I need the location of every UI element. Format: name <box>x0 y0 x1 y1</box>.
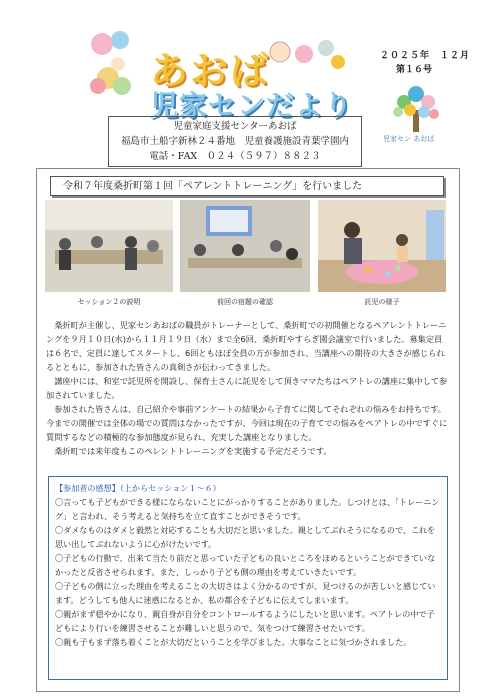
impression-item: 〇子どもの側に立った理由を考えることの大切さはよく分かるのですが、見つけるのが苦しいと感じています。どうしても他人に迷惑になるとか、私の都合を子どもに伝えてしまいます。 <box>55 581 436 605</box>
participant-impressions-box <box>48 476 448 680</box>
photo-caption-session: セッション２の説明 <box>77 298 141 306</box>
childcare-photo <box>318 200 446 292</box>
issue-number: 第１６号 <box>396 65 433 75</box>
children-drawing-illustration <box>268 36 348 76</box>
article-paragraph: 参加された皆さんは、自己紹介や事前アンケートの結果から子育てに関してそれぞれの悩みをお持ちです。今までの開催では全体の場での質問はなかったですが、今回は現在の子育てでの悩みをペアトレの中ですぐに質問するなどの積極的な参加態度が見られ、充実した講座となりました。 <box>46 404 448 442</box>
center-address: 福島市土船字新林２４番地 児童養護施設青葉学園内 <box>120 136 349 147</box>
session-photo <box>45 200 173 292</box>
photo-caption-childcare: 託児の様子 <box>364 298 400 306</box>
article-paragraph: 桑折町が主催し、児家センあおばの職員がトレーナーとして、桑折町での初開催となるペアレントトレーニングを９月１０日(水)から１１月１９日（水）まで全6回、桑折町やすらぎ園会議室で行いました。募集定員は６名で、定員に達してスタートし、6回ともほぼ全員の方が参加され、当講座への期待の大きさが感じられるとともに、参加された皆さんの真剣さが伝わってきました。 <box>46 320 447 372</box>
impression-item: 〇親も子もまず落ち着くことが大切だということを学びました。大事なことに気づかされました。 <box>55 637 412 647</box>
newsletter-title: あおば <box>150 49 271 93</box>
homework-review-photo <box>180 200 310 292</box>
logo-caption: 児家セン あおば <box>383 135 435 143</box>
photo-caption-homework: 前回の宿題の確認 <box>217 298 273 306</box>
issue-date: ２０２５年 １２月 <box>380 51 471 61</box>
impression-item: 〇親がまず穏やかになり、親自身が自分をコントロールするようにしたいと思います。ペアトレの中で子どもにより行いを練習させることが難しいと思うので、気をつけて練習させたいです。 <box>55 609 435 633</box>
newsletter-subtitle: 児家センだより <box>150 89 354 122</box>
article-body <box>46 318 450 458</box>
article-paragraph: 講座中には、和室で託児所を開設し、保育士さんに託児をして頂きママたちはペアトレの講座に集中して参加されていました。 <box>46 376 448 400</box>
impression-item: 〇ダメなものはダメと毅然と対応することも大切だと思いました。親としてぶれそうになるので、これを思い出してぶれないように心がけたいです。 <box>55 525 436 549</box>
article-paragraph: 桑折町では来年度もこのペレントトレーニングを実施する予定だそうです。 <box>54 446 332 456</box>
impression-item: 〇子どもの行動で、出来て当たり前だと思っていた子どもの良いところをほめるということができていなかったと反省させられます。また、しっかり子ども側の理由を考えていきたいです。 <box>55 553 436 577</box>
impressions-title: 【参加者の感想】（上からセッション１～６） <box>55 483 221 493</box>
children-balloons-illustration <box>88 30 148 100</box>
article-headline: 令和７年度桑折町第１回「ペアレントトレーニング」を行いました <box>50 176 444 196</box>
contact-info-box <box>108 116 362 167</box>
center-name: 児童家庭支援センターあおば <box>173 121 297 132</box>
center-phone: 電話・FAX ０２４（５９７）８８２３ <box>149 151 321 162</box>
impression-item: 〇言っても子どもができる様にならないことにがっかりすることがありました。しつけとは、「トレーニング」と言われ、そう考えると気持ちを立て直すことができそうです。 <box>55 497 440 521</box>
